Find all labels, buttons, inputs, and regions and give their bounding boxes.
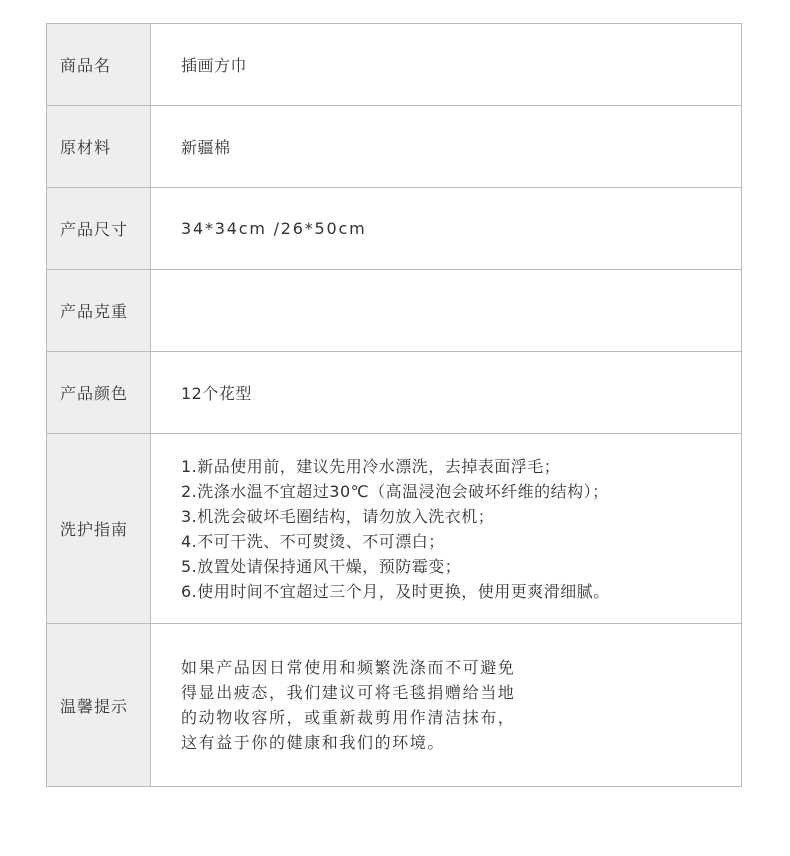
spec-label: 产品尺寸 (47, 188, 151, 270)
tip-line: 这有益于你的健康和我们的环境。 (181, 733, 446, 752)
spec-label: 产品颜色 (47, 352, 151, 434)
care-line: 3.机洗会破坏毛圈结构，请勿放入洗衣机； (181, 506, 495, 526)
spec-row-warm-tip (47, 624, 742, 787)
care-line: 1.新品使用前，建议先用冷水漂洗，去掉表面浮毛； (181, 456, 561, 476)
spec-value: 插画方巾 (151, 24, 742, 106)
tip-line: 的动物收容所，或重新裁剪用作清洁抹布， (181, 708, 516, 727)
spec-label: 产品克重 (47, 270, 151, 352)
product-spec-table (46, 23, 742, 787)
tip-line: 得显出疲态，我们建议可将毛毯捐赠给当地 (181, 683, 516, 702)
care-instructions (151, 434, 742, 624)
care-line: 4.不可干洗、不可熨烫、不可漂白； (181, 531, 445, 551)
spec-row-weight (47, 270, 742, 352)
spec-row-color (47, 352, 742, 434)
spec-label: 原材料 (47, 106, 151, 188)
spec-row-material (47, 106, 742, 188)
spec-label: 洗护指南 (47, 434, 151, 624)
tip-text (151, 624, 742, 787)
spec-label: 商品名 (47, 24, 151, 106)
spec-label: 温馨提示 (47, 624, 151, 787)
spec-value (151, 270, 742, 352)
spec-value: 新疆棉 (151, 106, 742, 188)
spec-row-size (47, 188, 742, 270)
care-line: 6.使用时间不宜超过三个月，及时更换，使用更爽滑细腻。 (181, 581, 610, 601)
spec-value: 34*34cm /26*50cm (151, 188, 742, 270)
care-line: 5.放置处请保持通风干燥，预防霉变； (181, 556, 462, 576)
spec-row-product-name (47, 24, 742, 106)
spec-row-care-guide (47, 434, 742, 624)
tip-line: 如果产品因日常使用和频繁洗涤而不可避免 (181, 658, 516, 677)
spec-value: 12个花型 (151, 352, 742, 434)
care-line: 2.洗涤水温不宜超过30℃（高温浸泡会破坏纤维的结构）； (181, 481, 609, 501)
